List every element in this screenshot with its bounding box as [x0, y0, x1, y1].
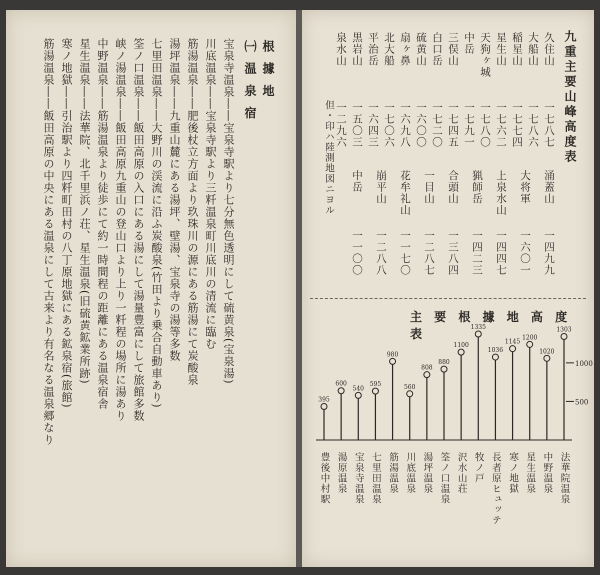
- bar-value: 560: [403, 383, 416, 391]
- bar-value: 808: [421, 364, 433, 372]
- onsen-entry: 宝泉寺温泉――宝泉寺駅より七分無色透明にして硫黄泉(宝泉湯): [222, 38, 235, 385]
- peak-name: 大将軍: [519, 170, 531, 205]
- height-chart: [302, 310, 594, 567]
- onsen-entry: 峡ノ湯温泉――飯田高原九重山の登山口より上り一粁程の場所に湯あり: [114, 38, 127, 422]
- bar-value: 1303: [556, 326, 572, 334]
- bar-value: 980: [386, 351, 399, 359]
- onsen-entry: 川底温泉――宝泉寺駅より三粁温泉町川底川の清流に臨む: [204, 38, 217, 350]
- peak-height: 一七八〇: [479, 102, 491, 148]
- bar-value: 595: [369, 381, 382, 389]
- onsen-entry: 寒ノ地獄――引治駅より四粁町田村の八丁原地獄にある鉱泉宿(旅館): [60, 38, 73, 409]
- bar-marker: [492, 354, 498, 360]
- footnote: 但・印ハ陸測地図ニヨル: [323, 100, 334, 216]
- peak-height: 一七八六: [527, 102, 539, 148]
- category-label: 湯原温泉: [335, 452, 347, 494]
- category-label: 筌ノ口温泉: [438, 452, 450, 505]
- category-label: 川底温泉: [404, 452, 416, 494]
- peak-name: 中岳: [351, 170, 363, 193]
- onsen-entry: 湯坪温泉――九重山麓にある湯坪、壁湯、宝泉寺の湯等多数: [168, 38, 181, 362]
- category-label: 宝泉寺温泉: [352, 452, 364, 505]
- peak-height: 一四二三: [471, 230, 483, 276]
- bar-value: 1036: [487, 347, 504, 355]
- peak-name: 大船山: [527, 32, 539, 67]
- category-label: 寒ノ地獄: [507, 452, 519, 494]
- onsen-entry: 七里田温泉――大野川の渓流に沿ふ炭酸泉(竹田より乗合自動車あり): [150, 38, 163, 409]
- peak-height: 一四九九: [543, 230, 555, 276]
- bar-value: 1020: [539, 348, 555, 356]
- category-label: 豊後中村駅: [318, 452, 330, 505]
- onsen-entry: 中野温泉――筋湯温泉より徒歩にて約一時間程の距離にある温泉宿舎: [96, 38, 109, 410]
- category-label: 牧ノ戸: [472, 452, 484, 484]
- peak-table-title: 九重主要山峰高度表: [563, 30, 577, 165]
- bar-marker: [458, 349, 464, 355]
- peak-name: 久住山: [543, 32, 555, 67]
- peak-name: 星生山: [495, 32, 507, 67]
- peak-name: 扇ヶ鼻: [399, 32, 411, 67]
- category-label: 長者原ヒュッテ: [489, 452, 501, 526]
- peak-height: 一六〇一: [519, 230, 531, 276]
- peak-name: 稲星山: [511, 32, 523, 67]
- peak-name: 上泉水山: [495, 170, 507, 216]
- peak-name: 合頭山: [447, 170, 459, 205]
- onsen-entry: 星生温泉――法華院、北千里浜ノ荘、星生温泉(旧硫黄鉱業所跡): [78, 38, 91, 385]
- chart-title: 主 要 根 據 地 高 度 表: [410, 310, 572, 341]
- bar-value: 1335: [470, 324, 486, 332]
- category-label: 七里田温泉: [369, 452, 381, 505]
- peak-name: 一目山: [423, 170, 435, 205]
- bar-marker: [321, 404, 327, 410]
- peak-name: 天狗ヶ城: [479, 32, 491, 78]
- section-heading: 根 據 地: [261, 40, 275, 100]
- bar-marker: [407, 391, 413, 397]
- peak-height: 一四四七: [495, 230, 507, 276]
- peak-height: 一一七〇: [399, 230, 411, 276]
- bar-marker: [372, 388, 378, 394]
- onsen-entry: 筌ノ口温泉――飯田高原の入口にある湯にして湯量豊富にして旅館多数: [132, 38, 145, 422]
- bar-value: 600: [335, 380, 347, 388]
- category-label: 沢水山荘: [455, 452, 467, 494]
- bar-marker: [561, 333, 567, 339]
- category-label: 筋湯温泉: [387, 452, 399, 494]
- bar-marker: [390, 358, 396, 364]
- peak-name: 涌蓋山: [543, 170, 555, 205]
- bar-value: 1145: [504, 338, 521, 346]
- peak-name: 中岳: [463, 32, 475, 55]
- y-tick-label: 500: [575, 398, 589, 407]
- onsen-entry: 筋湯温泉――肥後杖立方面より玖珠川の源にある筋湯にて炭酸泉: [186, 38, 199, 386]
- bar-marker: [441, 366, 447, 372]
- peak-name: 泉水山: [335, 32, 347, 67]
- peak-height: 一七二〇: [431, 102, 443, 148]
- bar-marker: [424, 372, 430, 378]
- peak-height: 一七七四: [511, 102, 523, 148]
- peak-name: 白口岳: [431, 32, 443, 67]
- peak-height: 一六九八: [399, 102, 411, 148]
- peak-name: 硫黄山: [415, 32, 427, 67]
- peak-name: 猟師岳: [471, 170, 483, 205]
- category-label: 湯坪温泉: [421, 452, 433, 494]
- y-tick-label: 1000: [575, 359, 593, 368]
- bar-value: 1200: [522, 334, 538, 342]
- divider: [310, 298, 586, 299]
- bar-value: 395: [318, 396, 330, 404]
- peak-height: 一二八七: [423, 230, 435, 276]
- bar-marker: [527, 341, 533, 347]
- peak-height: 一七八七: [543, 102, 555, 148]
- peak-height: 一七九一: [463, 102, 475, 148]
- peak-name: 北大船: [383, 32, 395, 67]
- peak-height: 一七四五: [447, 102, 459, 148]
- subsection-heading: ㈠ 温 泉 宿: [243, 40, 257, 122]
- right-page: [302, 10, 594, 567]
- bar-value: 880: [438, 359, 450, 367]
- bar-marker: [338, 388, 344, 394]
- bar-marker: [510, 346, 516, 352]
- bar-value: 1100: [453, 342, 469, 350]
- peak-height: 一五〇三: [351, 102, 363, 148]
- category-label: 星生温泉: [524, 452, 536, 494]
- category-label: 法華院温泉: [558, 452, 570, 505]
- peak-height: 一二九六: [335, 102, 347, 148]
- peak-height: 一一〇〇: [351, 230, 363, 276]
- peak-height: 一六四三: [367, 102, 379, 148]
- peak-height: 一七〇六: [383, 102, 395, 148]
- peak-name: 平治岳: [367, 32, 379, 67]
- peak-height: 一三八四: [447, 230, 459, 276]
- left-page: [6, 10, 296, 567]
- category-label: 中野温泉: [541, 452, 553, 494]
- peak-height: 一二八八: [375, 230, 387, 276]
- peak-name: 黒岩山: [351, 32, 363, 67]
- bar-marker: [355, 392, 361, 398]
- peak-height: 一六〇〇: [415, 102, 427, 148]
- bar-marker: [475, 331, 481, 337]
- peak-name: 三俣山: [447, 32, 459, 67]
- bar-value: 540: [352, 385, 365, 393]
- peak-height: 一七六二: [495, 102, 507, 148]
- peak-name: 崩平山: [375, 170, 387, 205]
- peak-name: 花牟礼山: [399, 170, 411, 216]
- bar-marker: [544, 355, 550, 361]
- onsen-entry: 筋湯温泉――飯田高原の中央にある温泉にして古来より有名なる温泉郷なり: [42, 38, 55, 446]
